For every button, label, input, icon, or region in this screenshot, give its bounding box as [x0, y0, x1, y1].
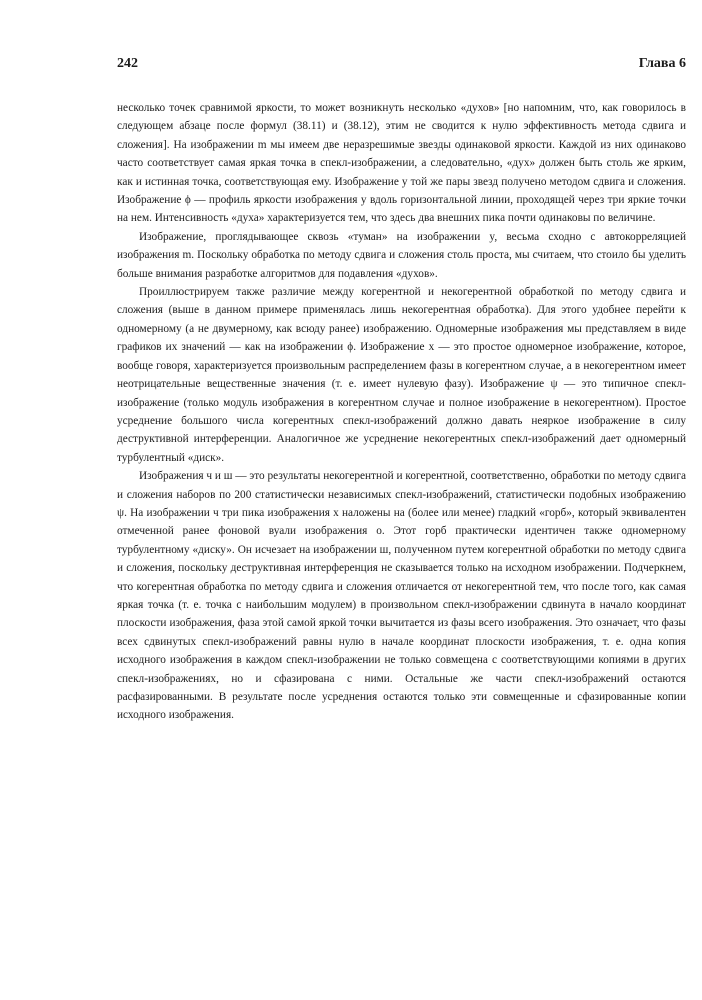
chapter-label: Глава 6	[638, 56, 686, 71]
paragraph-fog-autocorrelation: Изображение, проглядывающее сквозь «туман» на изображении y, весьма сходно с автокорреляцией изображения m. Поскольку обработка по методу сдвига и сложения столь проста, мы считаем, что стоило бы уделить больше внимания разработке алгоритмов для подавления «духов».	[117, 230, 686, 280]
body-text	[117, 99, 686, 725]
paragraph-continuation: несколько точек сравнимой яркости, то может возникнуть несколько «духов» [но напомним, что, как говорилось в следующем абзаце после формул (38.11) и (38.12), этим не сводится к нулю эффективность метода сдвига и сложения]. На изображении m мы имеем две неразрешимые звезды одинаковой яркости. Каждой из них одинаково часто соответствует самая яркая точка в спекл-изображении, а следовательно, «дух» должен быть столь же ярким, как и истинная точка, соответствующая ему. Изображение y той же пары звезд получено методом сдвига и сложения. Изображение ϕ — профиль яркости изображения y вдоль горизонтальной линии, проходящей через три яркие точки на нем. Интенсивность «духа» характеризуется тем, что здесь два внешних пика почти одинаковы по величине.	[117, 102, 686, 225]
page-header	[117, 56, 686, 76]
paragraph-shift-and-add-results: Изображения ч и ш — это результаты некогерентной и когерентной, соответственно, обработки по методу сдвига и сложения наборов по 200 статистически независимых спекл-изображений, статистически подобных изображению ψ. На изображении ч три пика изображения x наложены на (более или менее) гладкий «горб», который эквивалентен отмеченной ранее фоновой вуали изображения o. Этот горб практически идентичен также одномерному турбулентному «диску». Он исчезает на изображении ш, полученном путем когерентной обработки по методу сдвига и сложения, поскольку деструктивная интерференция не сказывается только на исходном изображении. Подчеркнем, что когерентная обработка по методу сдвига и сложения отличается от некогерентной тем, что после того, как самая яркая точка (т. е. точка с наибольшим модулем) в произвольном спекл-изображении сдвинута в начало координат плоскости изображения, фаза этой самой яркой точки вычитается из фазы всего изображения. Это означает, что фазы всех сдвинутых спекл-изображений равны нулю в начале координат плоскости изображения, т. е. одна копия исходного изображения в каждом спекл-изображении не только совмещена с соответствующими копиями в других спекл-изображениях, но и сфазирована с ними. Остальные же части спекл-изображений остаются расфазированными. В результате после усреднения остаются только эти совмещенные и сфазированные копии исходного изображения.	[117, 470, 686, 722]
page-number: 242	[117, 56, 138, 71]
paragraph-coherent-vs-incoherent: Проиллюстрируем также различие между когерентной и некогерентной обработкой по методу сдвига и сложения (выше в данном примере применялась лишь некогерентная обработка). Для этого удобнее перейти к одномерному (а не двумерному, как всюду ранее) изображению. Одномерные изображения мы представляем в виде графиков их значений — как на изображении ϕ. Изображение x — это простое одномерное изображение, которое, вообще говоря, характеризуется произвольным распределением фазы в когерентном случае, а в некогерентном имеет неотрицательные вещественные значения (т. е. имеет нулевую фазу). Изображение ψ — это типичное спекл-изображение (только модуль изображения в когерентном случае и полное изображение в некогерентном). Простое усреднение большого числа когерентных спекл-изображений должно давать неяркое изображение в силу деструктивной интерференции. Аналогичное же усреднение некогерентных спекл-изображений дает одномерный турбулентный «диск».	[117, 286, 686, 464]
